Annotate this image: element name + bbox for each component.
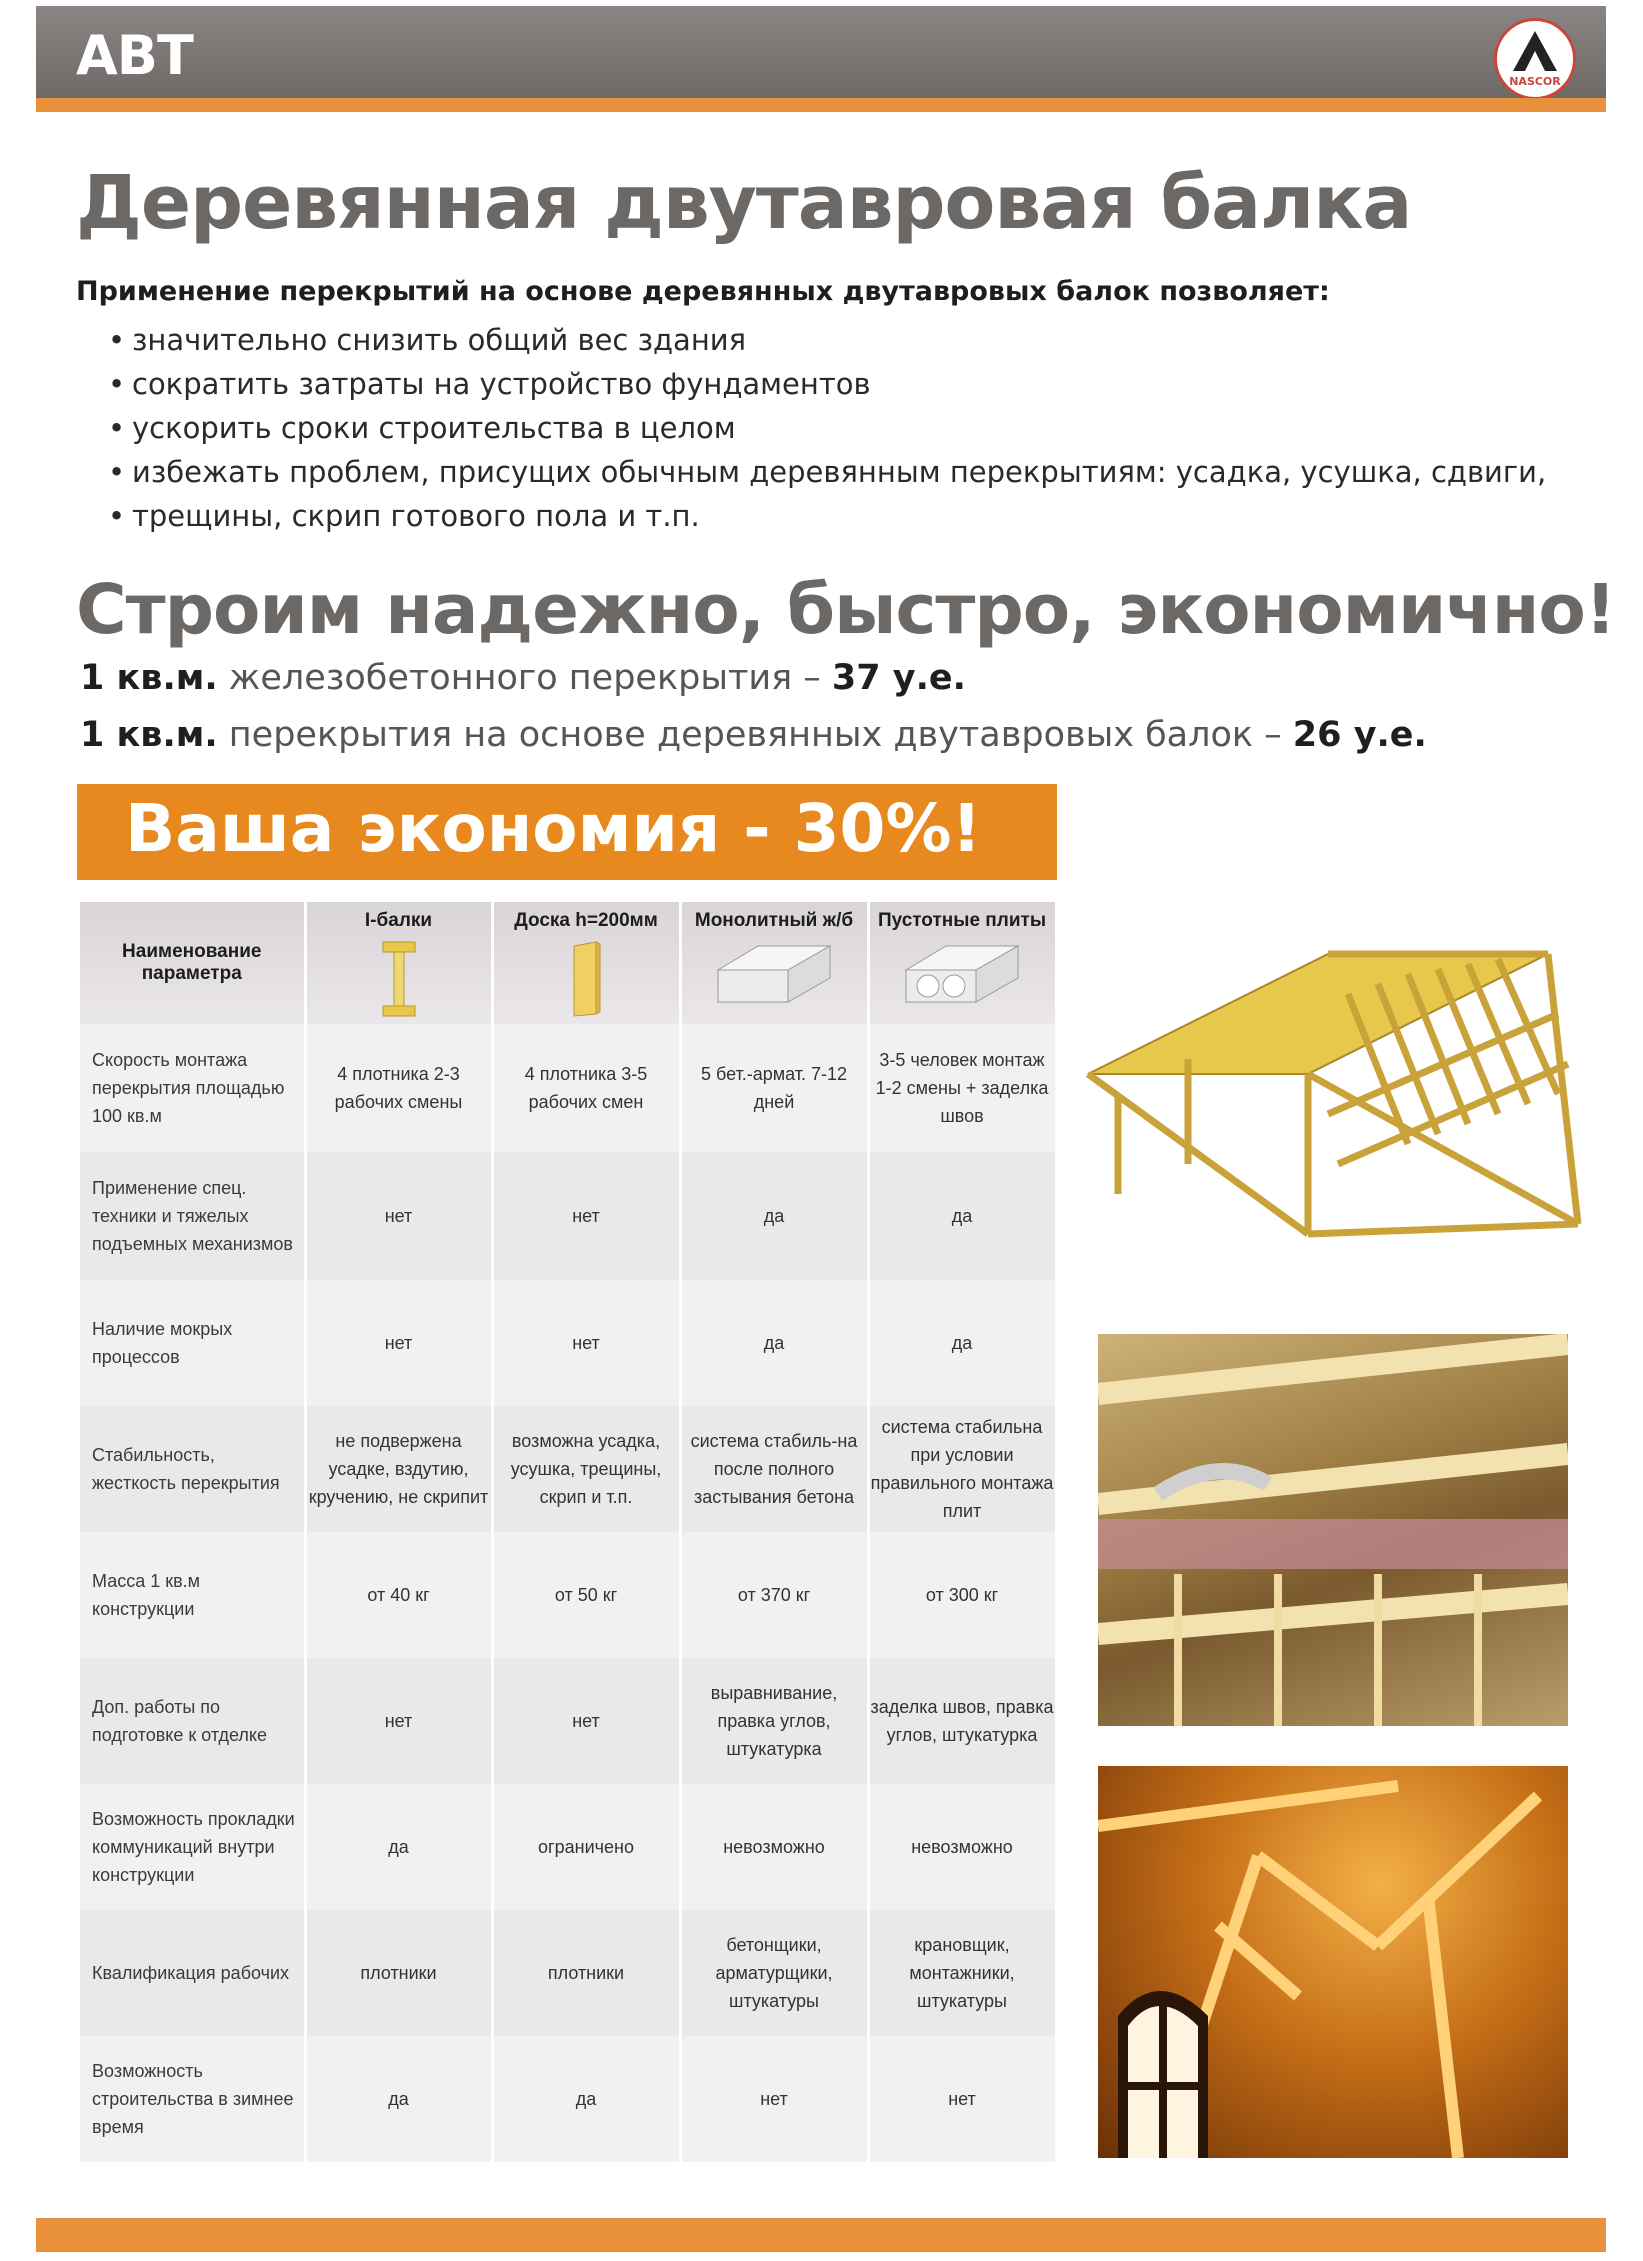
value-cell: нет	[492, 1152, 680, 1280]
value-cell: нет	[680, 2036, 868, 2162]
value-cell: крановщик, монтажники, штукатуры	[868, 1910, 1056, 2036]
benefits-list	[108, 318, 1546, 538]
param-cell: Квалификация рабочих	[80, 1910, 305, 2036]
roof-frame-illustration	[1078, 934, 1598, 1264]
price-wood	[80, 715, 1427, 755]
column-title: Монолитный ж/б	[694, 910, 854, 931]
joists-drawing	[1098, 1334, 1568, 1726]
list-item: • сократить затраты на устройство фундаментов	[108, 362, 1546, 406]
value-cell: нет	[868, 2036, 1056, 2162]
list-item: • значительно снизить общий вес здания	[108, 318, 1546, 362]
header-orange-strip	[36, 98, 1606, 112]
hollow-slab-icon	[902, 940, 1022, 1010]
header-title: АВТ	[76, 24, 193, 87]
value-cell: да	[305, 1784, 492, 1910]
param-cell: Стабильность, жесткость перекрытия	[80, 1406, 305, 1532]
price-desc: железобетонного перекрытия –	[217, 658, 832, 698]
value-cell: да	[305, 2036, 492, 2162]
value-cell: да	[680, 1152, 868, 1280]
value-cell: нет	[305, 1658, 492, 1784]
floor-joists-photo	[1098, 1334, 1568, 1726]
value-cell: от 50 кг	[492, 1532, 680, 1658]
roof-frame-drawing	[1078, 934, 1598, 1264]
comparison-table	[80, 902, 1058, 2162]
column-title: Пустотные плиты	[877, 910, 1047, 931]
value-cell: нет	[305, 1152, 492, 1280]
value-cell: 5 бет.-армат. 7-12 дней	[680, 1024, 868, 1152]
concrete-slab-icon	[714, 940, 834, 1010]
value-cell: невозможно	[680, 1784, 868, 1910]
price-value: 37 у.е.	[831, 658, 966, 698]
param-cell: Доп. работы по подготовке к отделке	[80, 1658, 305, 1784]
param-cell: Масса 1 кв.м конструкции	[80, 1532, 305, 1658]
footer-strip	[36, 2218, 1606, 2252]
intro-text: Применение перекрытий на основе деревянных двутавровых балок позволяет:	[76, 276, 1330, 307]
param-cell: Возможность прокладки коммуникаций внутри конструкции	[80, 1784, 305, 1910]
nascor-logo	[1494, 18, 1576, 100]
value-cell: заделка швов, правка углов, штукатурка	[868, 1658, 1056, 1784]
value-cell: плотники	[305, 1910, 492, 2036]
i-beam-icon	[379, 940, 419, 1018]
value-cell: ограничено	[492, 1784, 680, 1910]
value-cell: от 370 кг	[680, 1532, 868, 1658]
value-cell: система стабиль-на после полного застывания бетона	[680, 1406, 868, 1532]
list-item: • ускорить сроки строительства в целом	[108, 406, 1546, 450]
value-cell: нет	[305, 1280, 492, 1406]
value-cell: 3-5 человек монтаж 1-2 смены + заделка швов	[868, 1024, 1056, 1152]
list-item-continuation: • трещины, скрип готового пола и т.п.	[108, 494, 1546, 538]
board-icon	[566, 940, 606, 1018]
value-cell: плотники	[492, 1910, 680, 2036]
param-header: Наименование параметра	[80, 902, 305, 1024]
attic-drawing	[1098, 1766, 1568, 2158]
value-cell: возможна усадка, усушка, трещины, скрип и т.п.	[492, 1406, 680, 1532]
price-value: 26 у.е.	[1292, 715, 1427, 755]
value-cell: бетонщики, арматурщики, штукатуры	[680, 1910, 868, 2036]
economy-text: Ваша экономия - 30%!	[125, 790, 982, 867]
column-header	[492, 902, 680, 1024]
value-cell: нет	[492, 1658, 680, 1784]
column-header	[680, 902, 868, 1024]
page-title: Деревянная двутавровая балка	[76, 160, 1412, 246]
price-desc: перекрытия на основе деревянных двутавровых балок –	[217, 715, 1293, 755]
value-cell: не подвержена усадке, вздутию, кручению, не скрипит	[305, 1406, 492, 1532]
list-item: • избежать проблем, присущих обычным деревянным перекрытиям: усадка, усушка, сдвиги,	[108, 450, 1546, 494]
value-cell: невозможно	[868, 1784, 1056, 1910]
column-header	[868, 902, 1056, 1024]
slogan: Строим надежно, быстро, экономично!	[76, 570, 1616, 650]
price-unit: 1 кв.м.	[80, 715, 218, 755]
value-cell: да	[492, 2036, 680, 2162]
param-cell: Наличие мокрых процессов	[80, 1280, 305, 1406]
value-cell: выравнивание, правка углов, штукатурка	[680, 1658, 868, 1784]
param-cell: Скорость монтажа перекрытия площадью 100 кв.м	[80, 1024, 305, 1152]
logo-text: NASCOR	[1509, 75, 1561, 88]
param-cell: Возможность строительства в зимнее время	[80, 2036, 305, 2162]
column-title: Доска h=200мм	[514, 910, 658, 931]
value-cell: да	[680, 1280, 868, 1406]
price-concrete	[80, 658, 966, 698]
value-cell: да	[868, 1280, 1056, 1406]
value-cell: нет	[492, 1280, 680, 1406]
value-cell: да	[868, 1152, 1056, 1280]
column-title: I-балки	[364, 910, 433, 931]
value-cell: от 40 кг	[305, 1532, 492, 1658]
value-cell: система стабильна при условии правильного монтажа плит	[868, 1406, 1056, 1532]
economy-banner	[77, 784, 1057, 880]
param-cell: Применение спец. техники и тяжелых подъемных механизмов	[80, 1152, 305, 1280]
value-cell: 4 плотника 3-5 рабочих смен	[492, 1024, 680, 1152]
column-header	[305, 902, 492, 1024]
header-bar	[36, 6, 1606, 98]
attic-interior-photo	[1098, 1766, 1568, 2158]
value-cell: 4 плотника 2-3 рабочих смены	[305, 1024, 492, 1152]
mountain-logo-icon	[1511, 29, 1559, 73]
price-unit: 1 кв.м.	[80, 658, 218, 698]
value-cell: от 300 кг	[868, 1532, 1056, 1658]
